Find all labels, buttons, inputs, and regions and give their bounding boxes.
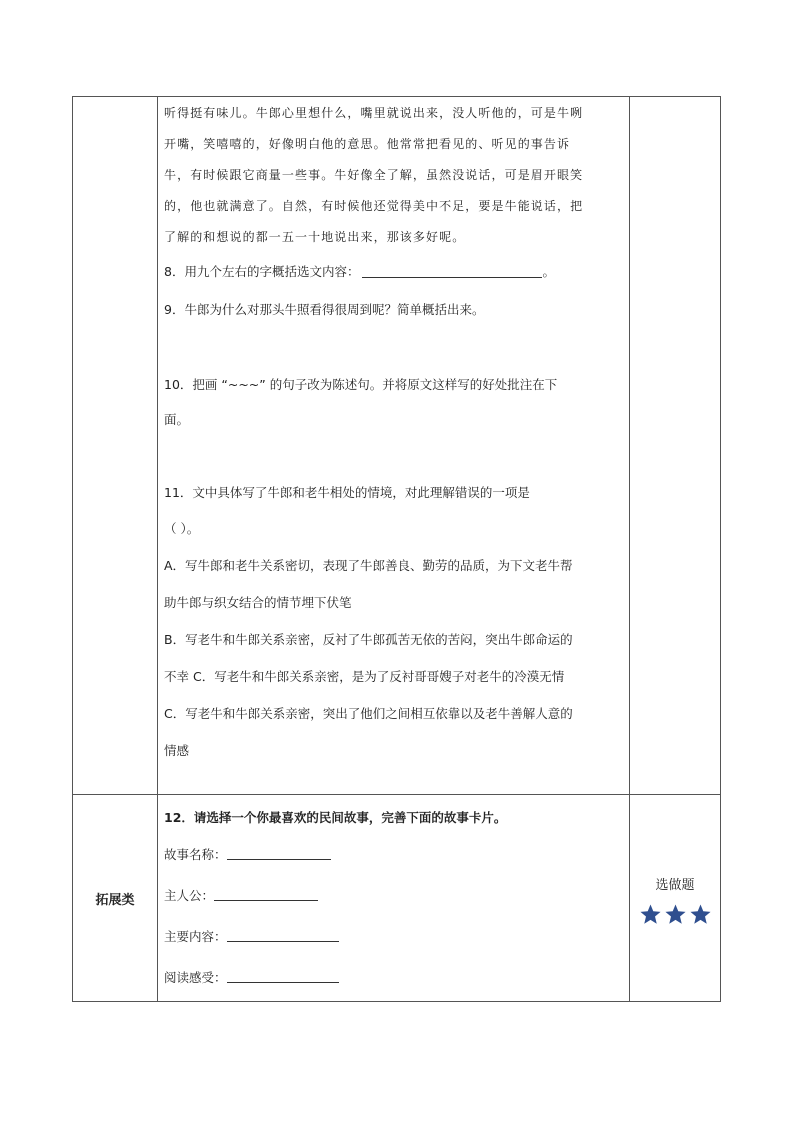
option-line: 不幸 C．写老牛和牛郎关系亲密，是为了反衬哥哥嫂子对老牛的冷漠无情 (164, 669, 565, 684)
passage-line: 开嘴，笑嘻嘻的，好像明白他的意思。他常常把看见的、听见的事告诉 (164, 137, 571, 151)
story-name-field (164, 845, 622, 865)
option-line: A．写牛郎和老牛关系密切，表现了牛郎善良、勤劳的品质，为下文老牛帮 (164, 558, 573, 573)
question-9: 9．牛郎为什么对那头牛照看得很周到呢？简单概括出来。 (164, 302, 485, 317)
answer-blank-8[interactable] (362, 263, 542, 278)
passage-line: 了解的和想说的都一五一十地说出来，那该多好呢。 (164, 230, 466, 244)
reading-row (73, 97, 720, 794)
option-line: 助牛郎与织女结合的情节埋下伏笔 (164, 595, 352, 610)
protagonist-blank[interactable] (214, 887, 318, 901)
feeling-field (164, 968, 622, 988)
category-label: 拓展类 (95, 892, 135, 908)
option-line: 情感 (164, 743, 190, 758)
feeling-label: 阅读感受： (164, 970, 227, 985)
category-cell-empty (73, 97, 158, 794)
category-cell (73, 795, 158, 1001)
question-8-end: 。 (542, 264, 555, 279)
main-content-label: 主要内容： (164, 929, 227, 944)
question-8-text: 8．用九个左右的字概括选文内容： (164, 264, 360, 279)
option-line: C．写老牛和牛郎关系亲密，突出了他们之间相互依靠以及老牛善解人意的 (164, 706, 573, 721)
extension-row (73, 794, 720, 1001)
protagonist-label: 主人公： (164, 888, 215, 903)
star-icon (664, 903, 687, 926)
question-8 (164, 262, 622, 282)
reading-passage (164, 97, 622, 253)
main-content-blank[interactable] (227, 928, 339, 942)
difficulty-cell (630, 795, 720, 1001)
question-11-line: 11．文中具体写了牛郎和老牛相处的情境，对此理解错误的一项是 (164, 485, 530, 500)
difficulty-cell-empty (630, 97, 720, 794)
question-10 (164, 367, 622, 437)
question-12-title: 12．请选择一个你最喜欢的民间故事，完善下面的故事卡片。 (164, 810, 507, 825)
story-name-blank[interactable] (227, 846, 331, 860)
option-line: B．写老牛和牛郎关系亲密，反衬了牛郎孤苦无依的苦闷，突出牛郎命运的 (164, 632, 573, 647)
question-10-line: 10．把画 “~~~” 的句子改为陈述句。并将原文这样写的好处批注在下 (164, 377, 558, 392)
feeling-blank[interactable] (227, 969, 339, 983)
protagonist-field (164, 886, 622, 906)
passage-line: 牛，有时候跟它商量一些事。牛好像全了解，虽然没说话，可是眉开眼笑 (164, 168, 584, 182)
reading-content-cell (158, 97, 630, 794)
extension-content-cell (158, 795, 630, 1001)
star-icon (689, 903, 712, 926)
passage-line: 听得挺有味儿。牛郎心里想什么，嘴里就说出来，没人听他的，可是牛咧 (164, 106, 584, 120)
question-11-line: （ ）。 (164, 521, 200, 536)
question-10-line: 面。 (164, 412, 190, 427)
exercise-table (72, 96, 721, 1002)
star-icon (639, 903, 662, 926)
question-11 (164, 475, 622, 769)
optional-label: 选做题 (655, 878, 695, 893)
passage-line: 的，他也就满意了。自然，有时候他还觉得美中不足，要是牛能说话，把 (164, 199, 584, 213)
difficulty-stars (639, 903, 712, 926)
story-name-label: 故事名称： (164, 847, 227, 862)
main-content-field (164, 927, 622, 947)
